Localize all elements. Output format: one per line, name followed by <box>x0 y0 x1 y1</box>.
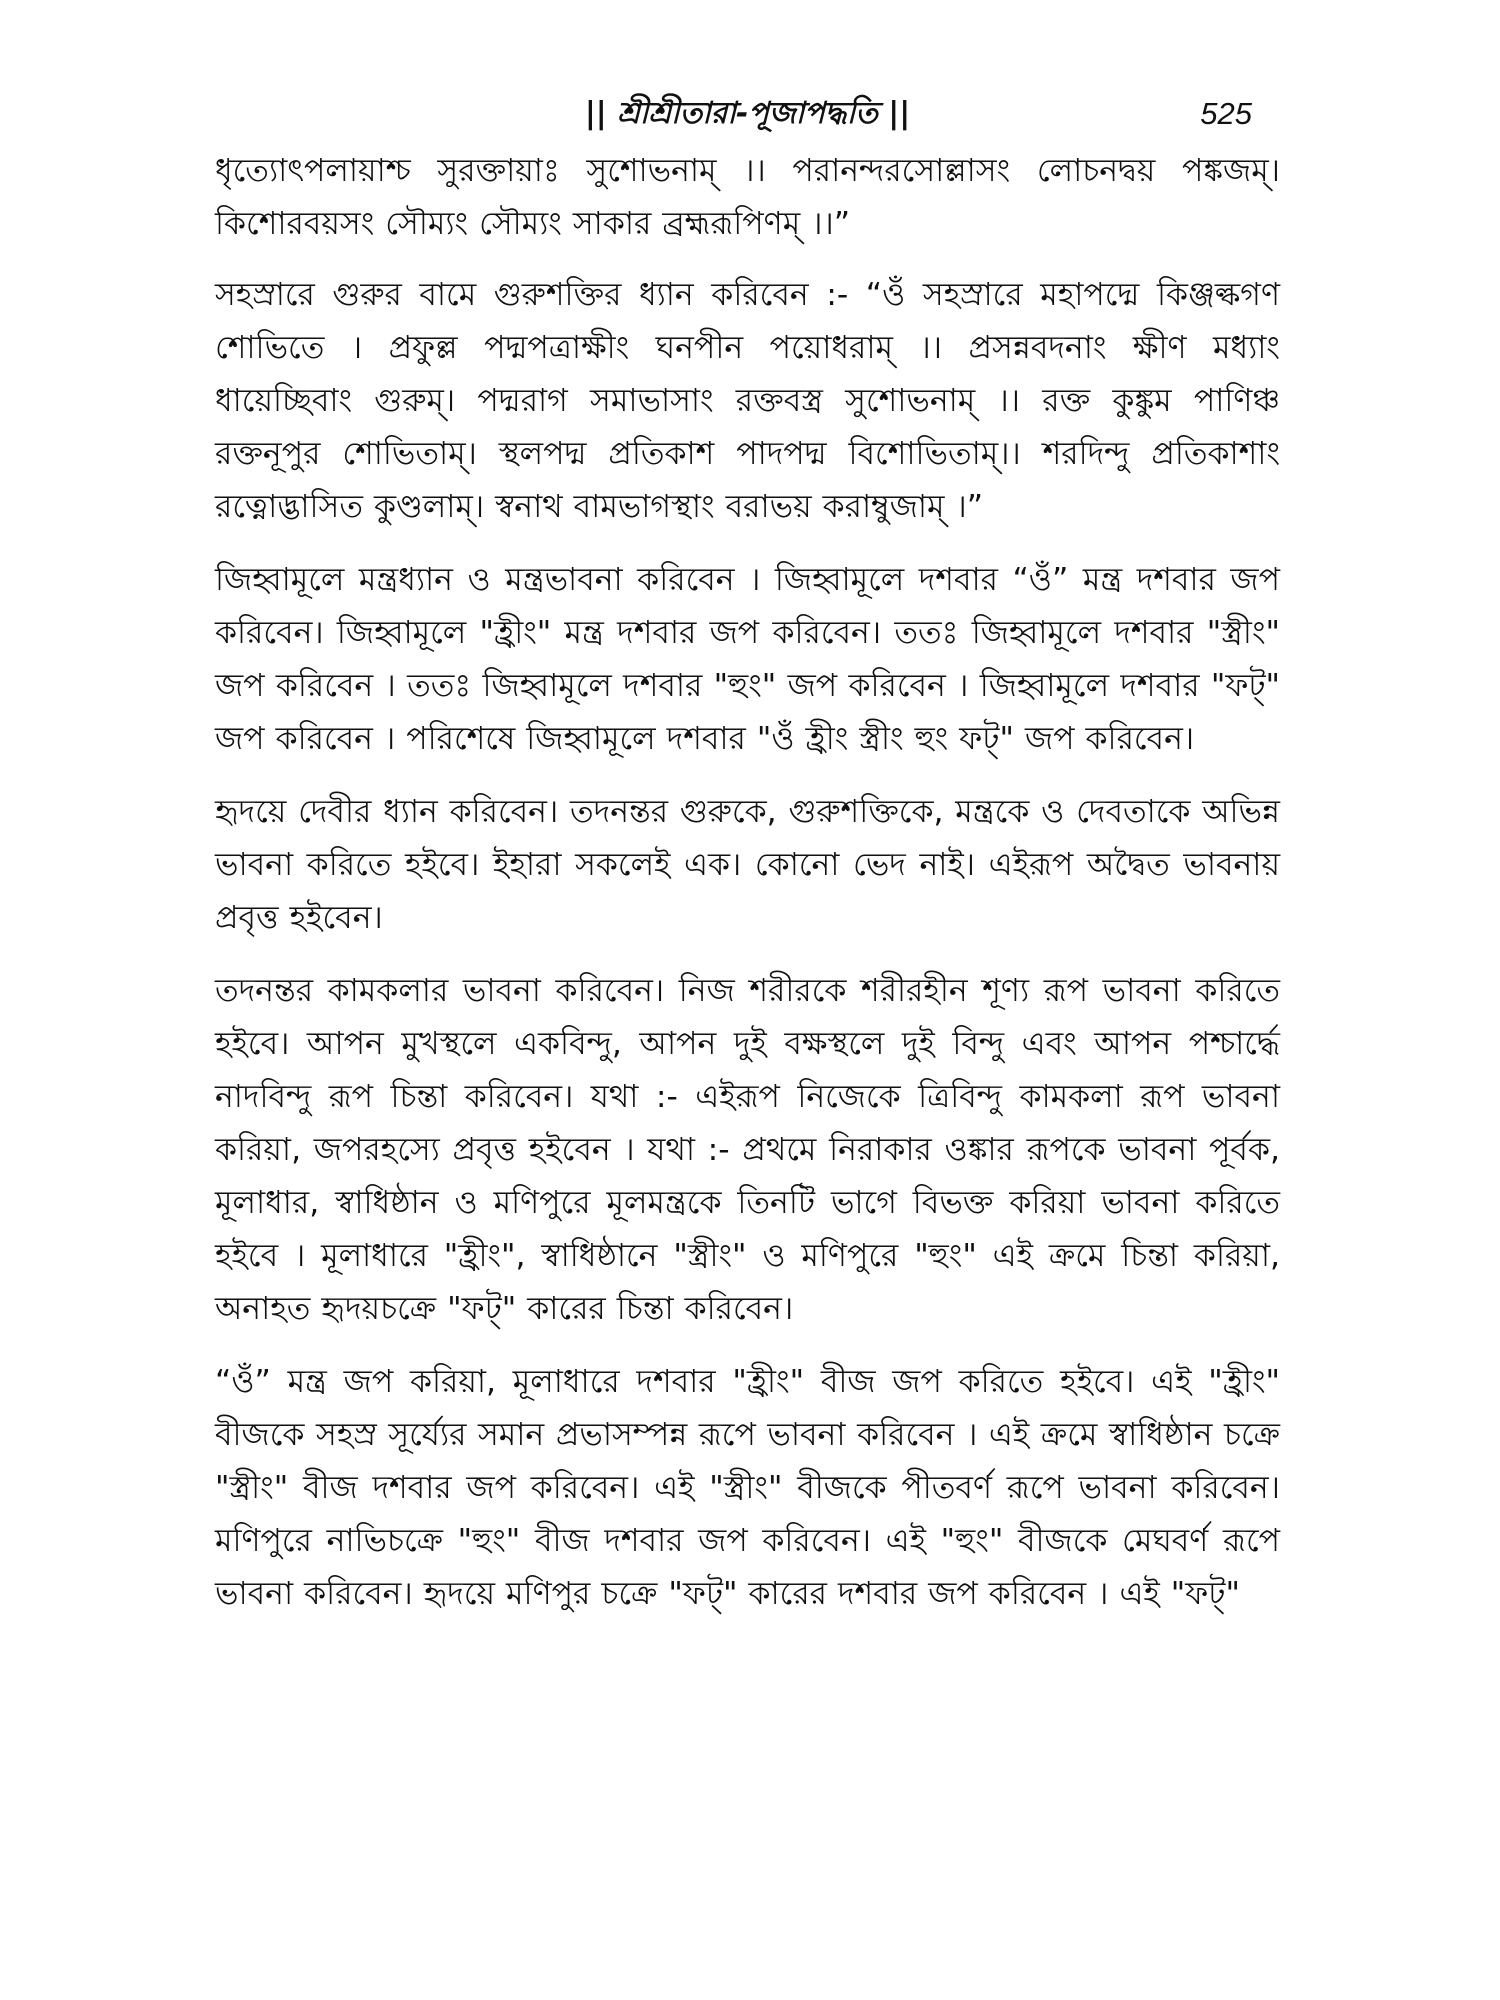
header-title: || শ্রীশ্রীতারা-পূজাপদ্ধতি || <box>584 96 911 131</box>
paragraph-5: তদনন্তর কামকলার ভাবনা করিবেন। নিজ শরীরকে শরীরহীন শূণ্য রূপ ভাবনা করিতে হইবে। আপন মুখস্থলে একবিন্দু, আপন দুই বক্ষস্থলে দুই বিন্দু এবং আপন পশ্চার্দ্ধে নাদবিন্দু রূপ চিন্তা করিবেন। যথা :- এইরূপ নিজেকে ত্রিবিন্দু কামকলা রূপ ভাবনা করিয়া, জপরহস্যে প্রবৃত্ত হইবেন । যথা :- প্রথমে নিরাকার ওঙ্কার রূপকে ভাবনা পূর্বক, মূলাধার, স্বাধিষ্ঠান ও মণিপুরে মূলমন্ত্রকে তিনটি ভাগে বিভক্ত করিয়া ভাবনা করিতে হইবে । মূলাধারে "হ্রীং", স্বাধিষ্ঠানে "স্ত্রীং" ও মণিপুরে "হুং" এই ক্রমে চিন্তা করিয়া, অনাহত হৃদয়চক্রে "ফট্" কারের চিন্তা করিবেন। <box>215 973 1280 1327</box>
paragraph-2: সহস্রারে গুরুর বামে গুরুশক্তির ধ্যান করিবেন :- “ওঁ সহস্রারে মহাপদ্মে কিঞ্জল্কগণ শোভিতে । প্রফুল্ল পদ্মপত্রাক্ষীং ঘনপীন পয়োধরাম্ ।। প্রসন্নবদনাং ক্ষীণ মধ্যাং ধায়েচ্ছিবাং গুরুম্। পদ্মরাগ সমাভাসাং রক্তবস্ত্র সুশোভনাম্ ।। রক্ত কুঙ্কুম পাণিঞ্চ রক্তনূপুর শোভিতাম্। স্থলপদ্ম প্রতিকাশ পাদপদ্ম বিশোভিতাম্।। শরদিন্দু প্রতিকাশাং রত্নোদ্ভাসিত কুণ্ডলাম্। স্বনাথ বামভাগস্থাং বরাভয় করাম্বুজাম্ ।” <box>215 277 1280 525</box>
paragraph-3: জিহ্বামূলে মন্ত্রধ্যান ও মন্ত্রভাবনা করিবেন । জিহ্বামূলে দশবার “ওঁ” মন্ত্র দশবার জপ করিবেন। জিহ্বামূলে "হ্রীং" মন্ত্র দশবার জপ করিবেন। ততঃ জিহ্বামূলে দশবার "স্ত্রীং" জপ করিবেন । ততঃ জিহ্বামূলে দশবার "হুং" জপ করিবেন । জিহ্বামূলে দশবার "ফট্" জপ করিবেন । পরিশেষে জিহ্বামূলে দশবার "ওঁ হ্রীং স্ত্রীং হুং ফট্" জপ করিবেন। <box>215 562 1280 757</box>
page-number: 525 <box>1200 96 1252 131</box>
body-text <box>215 145 1280 1641</box>
paragraph-1: ধৃত্যোৎপলায়াশ্চ সুরক্তায়াঃ সুশোভনাম্ ।। পরানন্দরসোল্লাসং লোচনদ্বয় পঙ্কজম্। কিশোরবয়সং সৌম্যং সৌম্যং সাকার ব্রহ্মরূপিণম্ ।।” <box>215 153 1280 242</box>
paragraph-4: হৃদয়ে দেবীর ধ্যান করিবেন। তদনন্তর গুরুকে, গুরুশক্তিকে, মন্ত্রকে ও দেবতাকে অভিন্ন ভাবনা করিতে হইবে। ইহারা সকলেই এক। কোনো ভেদ নাই। এইরূপ অদ্বৈত ভাবনায় প্রবৃত্ত হইবেন। <box>215 794 1280 936</box>
paragraph-6: “ওঁ” মন্ত্র জপ করিয়া, মূলাধারে দশবার "হ্রীং" বীজ জপ করিতে হইবে। এই "হ্রীং" বীজকে সহস্র সূর্য্যের সমান প্রভাসম্পন্ন রূপে ভাবনা করিবেন । এই ক্রমে স্বাধিষ্ঠান চক্রে "স্ত্রীং" বীজ দশবার জপ করিবেন। এই "স্ত্রীং" বীজকে পীতবর্ণ রূপে ভাবনা করিবেন। মণিপুরে নাভিচক্রে "হুং" বীজ দশবার জপ করিবেন। এই "হুং" বীজকে মেঘবর্ণ রূপে ভাবনা করিবেন। হৃদয়ে মণিপুর চক্রে "ফট্" কারের দশবার জপ করিবেন । এই "ফট্" <box>215 1364 1280 1612</box>
running-header <box>215 92 1280 142</box>
